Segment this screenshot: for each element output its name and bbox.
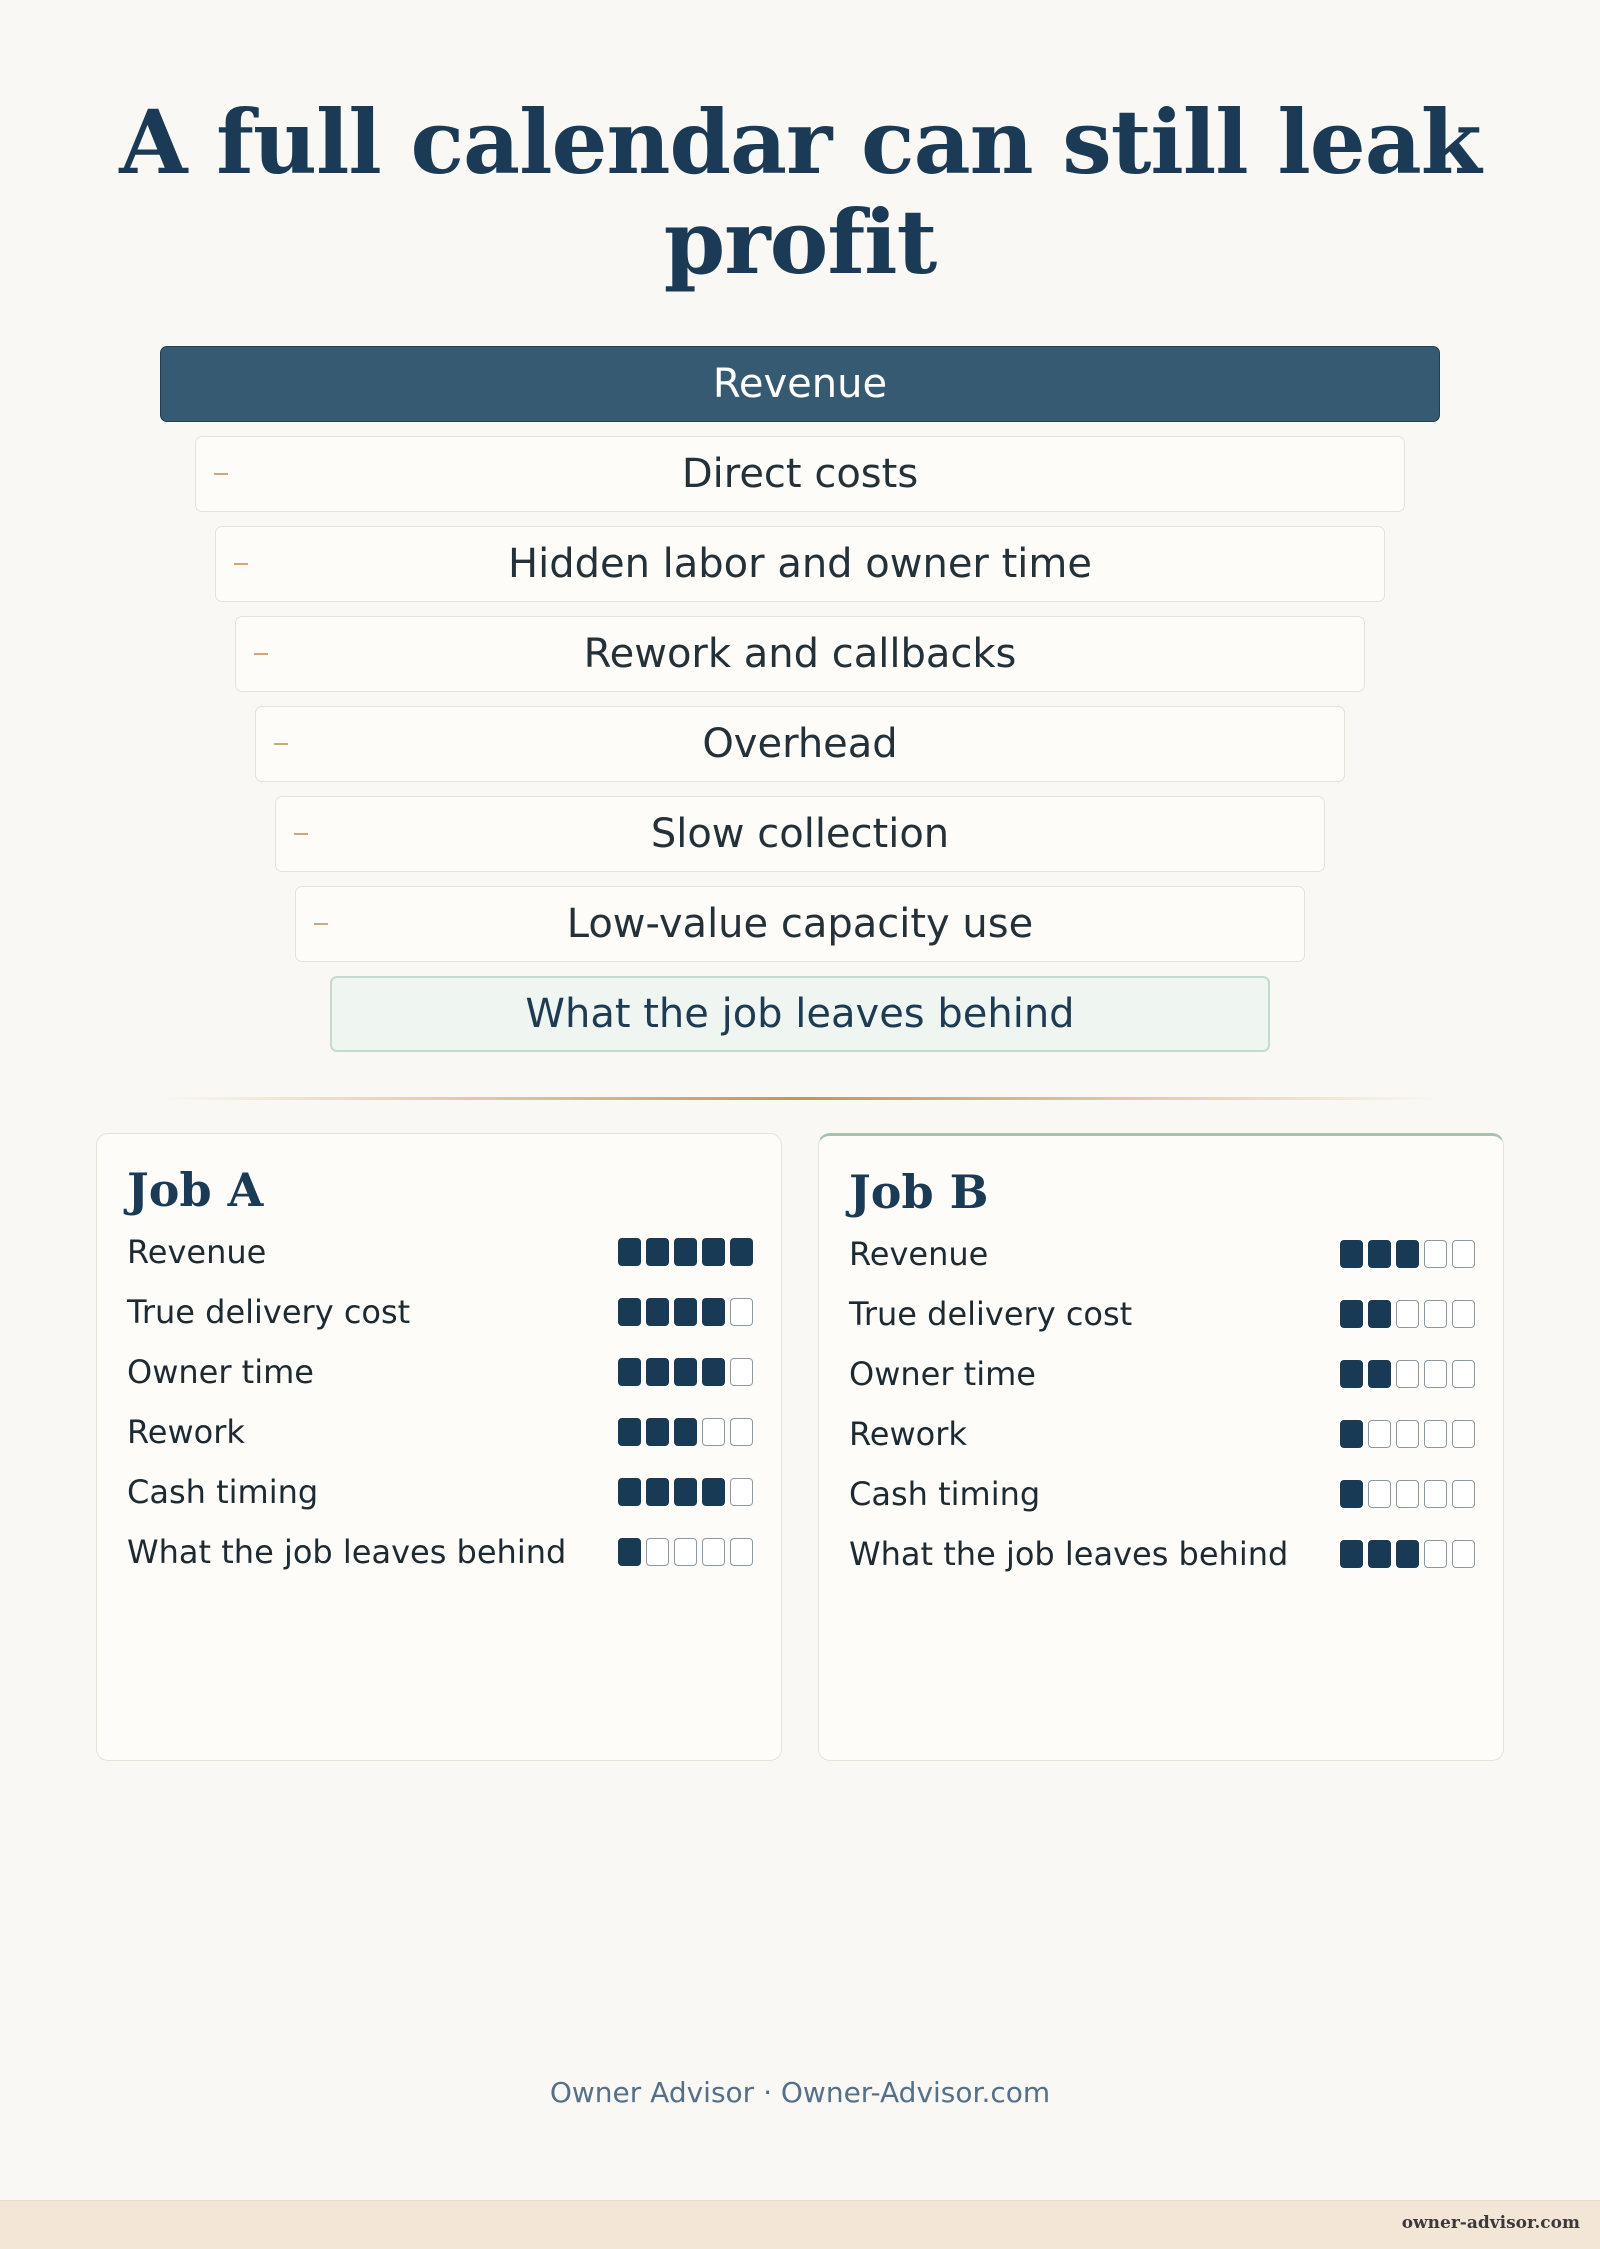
- page-title: A full calendar can still leak profit: [119, 90, 1481, 294]
- rating-pip-filled: [702, 1298, 725, 1326]
- rating-pip-empty: [730, 1478, 753, 1506]
- rating-pip-filled: [674, 1358, 697, 1386]
- waterfall-step-rework: [235, 616, 1365, 692]
- rating-pip-filled: [646, 1238, 669, 1266]
- rating-pip-filled: [618, 1538, 641, 1566]
- rating-pip-filled: [618, 1298, 641, 1326]
- rating-label: What the job leaves behind: [127, 1533, 567, 1571]
- rating-pip-empty: [730, 1358, 753, 1386]
- rating-pip-filled: [618, 1478, 641, 1506]
- rating-pip-empty: [1396, 1420, 1419, 1448]
- rating-pip-filled: [674, 1238, 697, 1266]
- rating-pip-empty: [702, 1538, 725, 1566]
- rating-pip-empty: [1424, 1480, 1447, 1508]
- waterfall-step-slow-collection: [275, 796, 1325, 872]
- rating-pips: [1340, 1360, 1475, 1388]
- rating-pip-filled: [730, 1238, 753, 1266]
- bottom-bar-url: owner-advisor.com: [1401, 2213, 1580, 2233]
- rating-pip-empty: [702, 1418, 725, 1446]
- waterfall-step-label: Direct costs: [681, 451, 919, 497]
- rating-pip-filled: [618, 1238, 641, 1266]
- rating-pips: [1340, 1480, 1475, 1508]
- rating-pip-empty: [730, 1538, 753, 1566]
- rating-label: What the job leaves behind: [849, 1535, 1289, 1573]
- rating-row: [127, 1287, 753, 1337]
- rating-pip-empty: [1452, 1240, 1475, 1268]
- rating-row: [849, 1349, 1475, 1399]
- job-card-title: Job A: [127, 1163, 264, 1217]
- rating-pip-empty: [730, 1418, 753, 1446]
- rating-row: [127, 1527, 753, 1577]
- rating-row: [849, 1409, 1475, 1459]
- rating-pips: [1340, 1540, 1475, 1568]
- rating-pip-filled: [702, 1478, 725, 1506]
- rating-pip-filled: [674, 1418, 697, 1446]
- rating-pip-empty: [674, 1538, 697, 1566]
- waterfall-step-label: Slow collection: [650, 811, 950, 857]
- rating-label: Revenue: [849, 1235, 989, 1273]
- waterfall-step-low-value-capacity: [295, 886, 1305, 962]
- rating-pip-empty: [1424, 1540, 1447, 1568]
- waterfall-step-revenue: [160, 346, 1440, 422]
- rating-label: Rework: [127, 1413, 245, 1451]
- rating-pip-filled: [702, 1358, 725, 1386]
- rating-pip-filled: [646, 1418, 669, 1446]
- rating-pip-empty: [1424, 1360, 1447, 1388]
- rating-pip-filled: [674, 1298, 697, 1326]
- rating-pip-empty: [1452, 1480, 1475, 1508]
- rating-pip-empty: [1396, 1300, 1419, 1328]
- minus-icon: [314, 923, 328, 925]
- rating-label: Owner time: [127, 1353, 314, 1391]
- rating-pip-empty: [1452, 1420, 1475, 1448]
- job-card-a: [96, 1133, 782, 1761]
- rating-pip-filled: [1396, 1240, 1419, 1268]
- rating-row: [127, 1407, 753, 1457]
- rating-pip-filled: [674, 1478, 697, 1506]
- rating-row: [849, 1229, 1475, 1279]
- rating-pips: [618, 1238, 753, 1266]
- rating-pip-filled: [646, 1478, 669, 1506]
- rating-pip-empty: [1452, 1360, 1475, 1388]
- rating-pip-empty: [730, 1298, 753, 1326]
- waterfall-step-label: Rework and callbacks: [583, 631, 1017, 677]
- waterfall-step-hidden-labor: [215, 526, 1385, 602]
- rating-pip-filled: [702, 1238, 725, 1266]
- rating-pips: [1340, 1240, 1475, 1268]
- rating-pips: [618, 1538, 753, 1566]
- rating-row: [127, 1347, 753, 1397]
- rating-pip-filled: [1340, 1540, 1363, 1568]
- rating-pip-filled: [1340, 1420, 1363, 1448]
- minus-icon: [274, 743, 288, 745]
- rating-label: Owner time: [849, 1355, 1036, 1393]
- rating-pip-empty: [646, 1538, 669, 1566]
- rating-pips: [618, 1358, 753, 1386]
- rating-label: True delivery cost: [849, 1295, 1133, 1333]
- rating-pips: [618, 1298, 753, 1326]
- rating-pip-filled: [1368, 1300, 1391, 1328]
- rating-pip-filled: [1340, 1240, 1363, 1268]
- rating-pip-filled: [646, 1358, 669, 1386]
- rating-pip-filled: [1368, 1540, 1391, 1568]
- waterfall-step-label: Hidden labor and owner time: [508, 541, 1092, 587]
- rating-pip-filled: [1340, 1480, 1363, 1508]
- rating-pip-filled: [1340, 1300, 1363, 1328]
- rating-row: [849, 1289, 1475, 1339]
- rating-pip-empty: [1396, 1360, 1419, 1388]
- job-card-title: Job B: [849, 1165, 989, 1219]
- minus-icon: [254, 653, 268, 655]
- rating-row: [127, 1467, 753, 1517]
- rating-pip-filled: [1368, 1240, 1391, 1268]
- rating-pip-empty: [1452, 1540, 1475, 1568]
- rating-pips: [618, 1478, 753, 1506]
- rating-pips: [1340, 1300, 1475, 1328]
- waterfall-step-result: [330, 976, 1270, 1052]
- rating-pip-empty: [1452, 1300, 1475, 1328]
- rating-pip-empty: [1424, 1420, 1447, 1448]
- waterfall-step-direct-costs: [195, 436, 1405, 512]
- waterfall-step-label: Low-value capacity use: [566, 901, 1034, 947]
- rating-pips: [1340, 1420, 1475, 1448]
- rating-label: Cash timing: [849, 1475, 1041, 1513]
- bottom-bar: [0, 2200, 1600, 2249]
- rating-pip-empty: [1396, 1480, 1419, 1508]
- minus-icon: [214, 473, 228, 475]
- rating-label: Revenue: [127, 1233, 267, 1271]
- rating-pip-empty: [1368, 1480, 1391, 1508]
- rating-label: Cash timing: [127, 1473, 319, 1511]
- rating-pip-filled: [1340, 1360, 1363, 1388]
- waterfall-step-overhead: [255, 706, 1345, 782]
- rating-pip-empty: [1368, 1420, 1391, 1448]
- waterfall-step-label: Overhead: [702, 721, 898, 767]
- minus-icon: [294, 833, 308, 835]
- job-card-b: [818, 1133, 1504, 1761]
- waterfall-step-label: What the job leaves behind: [525, 991, 1075, 1037]
- rating-pip-filled: [618, 1358, 641, 1386]
- rating-row: [127, 1227, 753, 1277]
- rating-label: True delivery cost: [127, 1293, 411, 1331]
- rating-label: Rework: [849, 1415, 967, 1453]
- rating-pip-filled: [618, 1418, 641, 1446]
- rating-row: [849, 1529, 1475, 1579]
- rating-row: [849, 1469, 1475, 1519]
- footer-credit: Owner Advisor · Owner-Advisor.com: [549, 2076, 1051, 2109]
- minus-icon: [234, 563, 248, 565]
- waterfall-step-label: Revenue: [712, 361, 888, 407]
- rating-pip-filled: [1396, 1540, 1419, 1568]
- rating-pips: [618, 1418, 753, 1446]
- rating-pip-empty: [1424, 1240, 1447, 1268]
- section-divider: [160, 1097, 1440, 1100]
- rating-pip-filled: [1368, 1360, 1391, 1388]
- rating-pip-empty: [1424, 1300, 1447, 1328]
- rating-pip-filled: [646, 1298, 669, 1326]
